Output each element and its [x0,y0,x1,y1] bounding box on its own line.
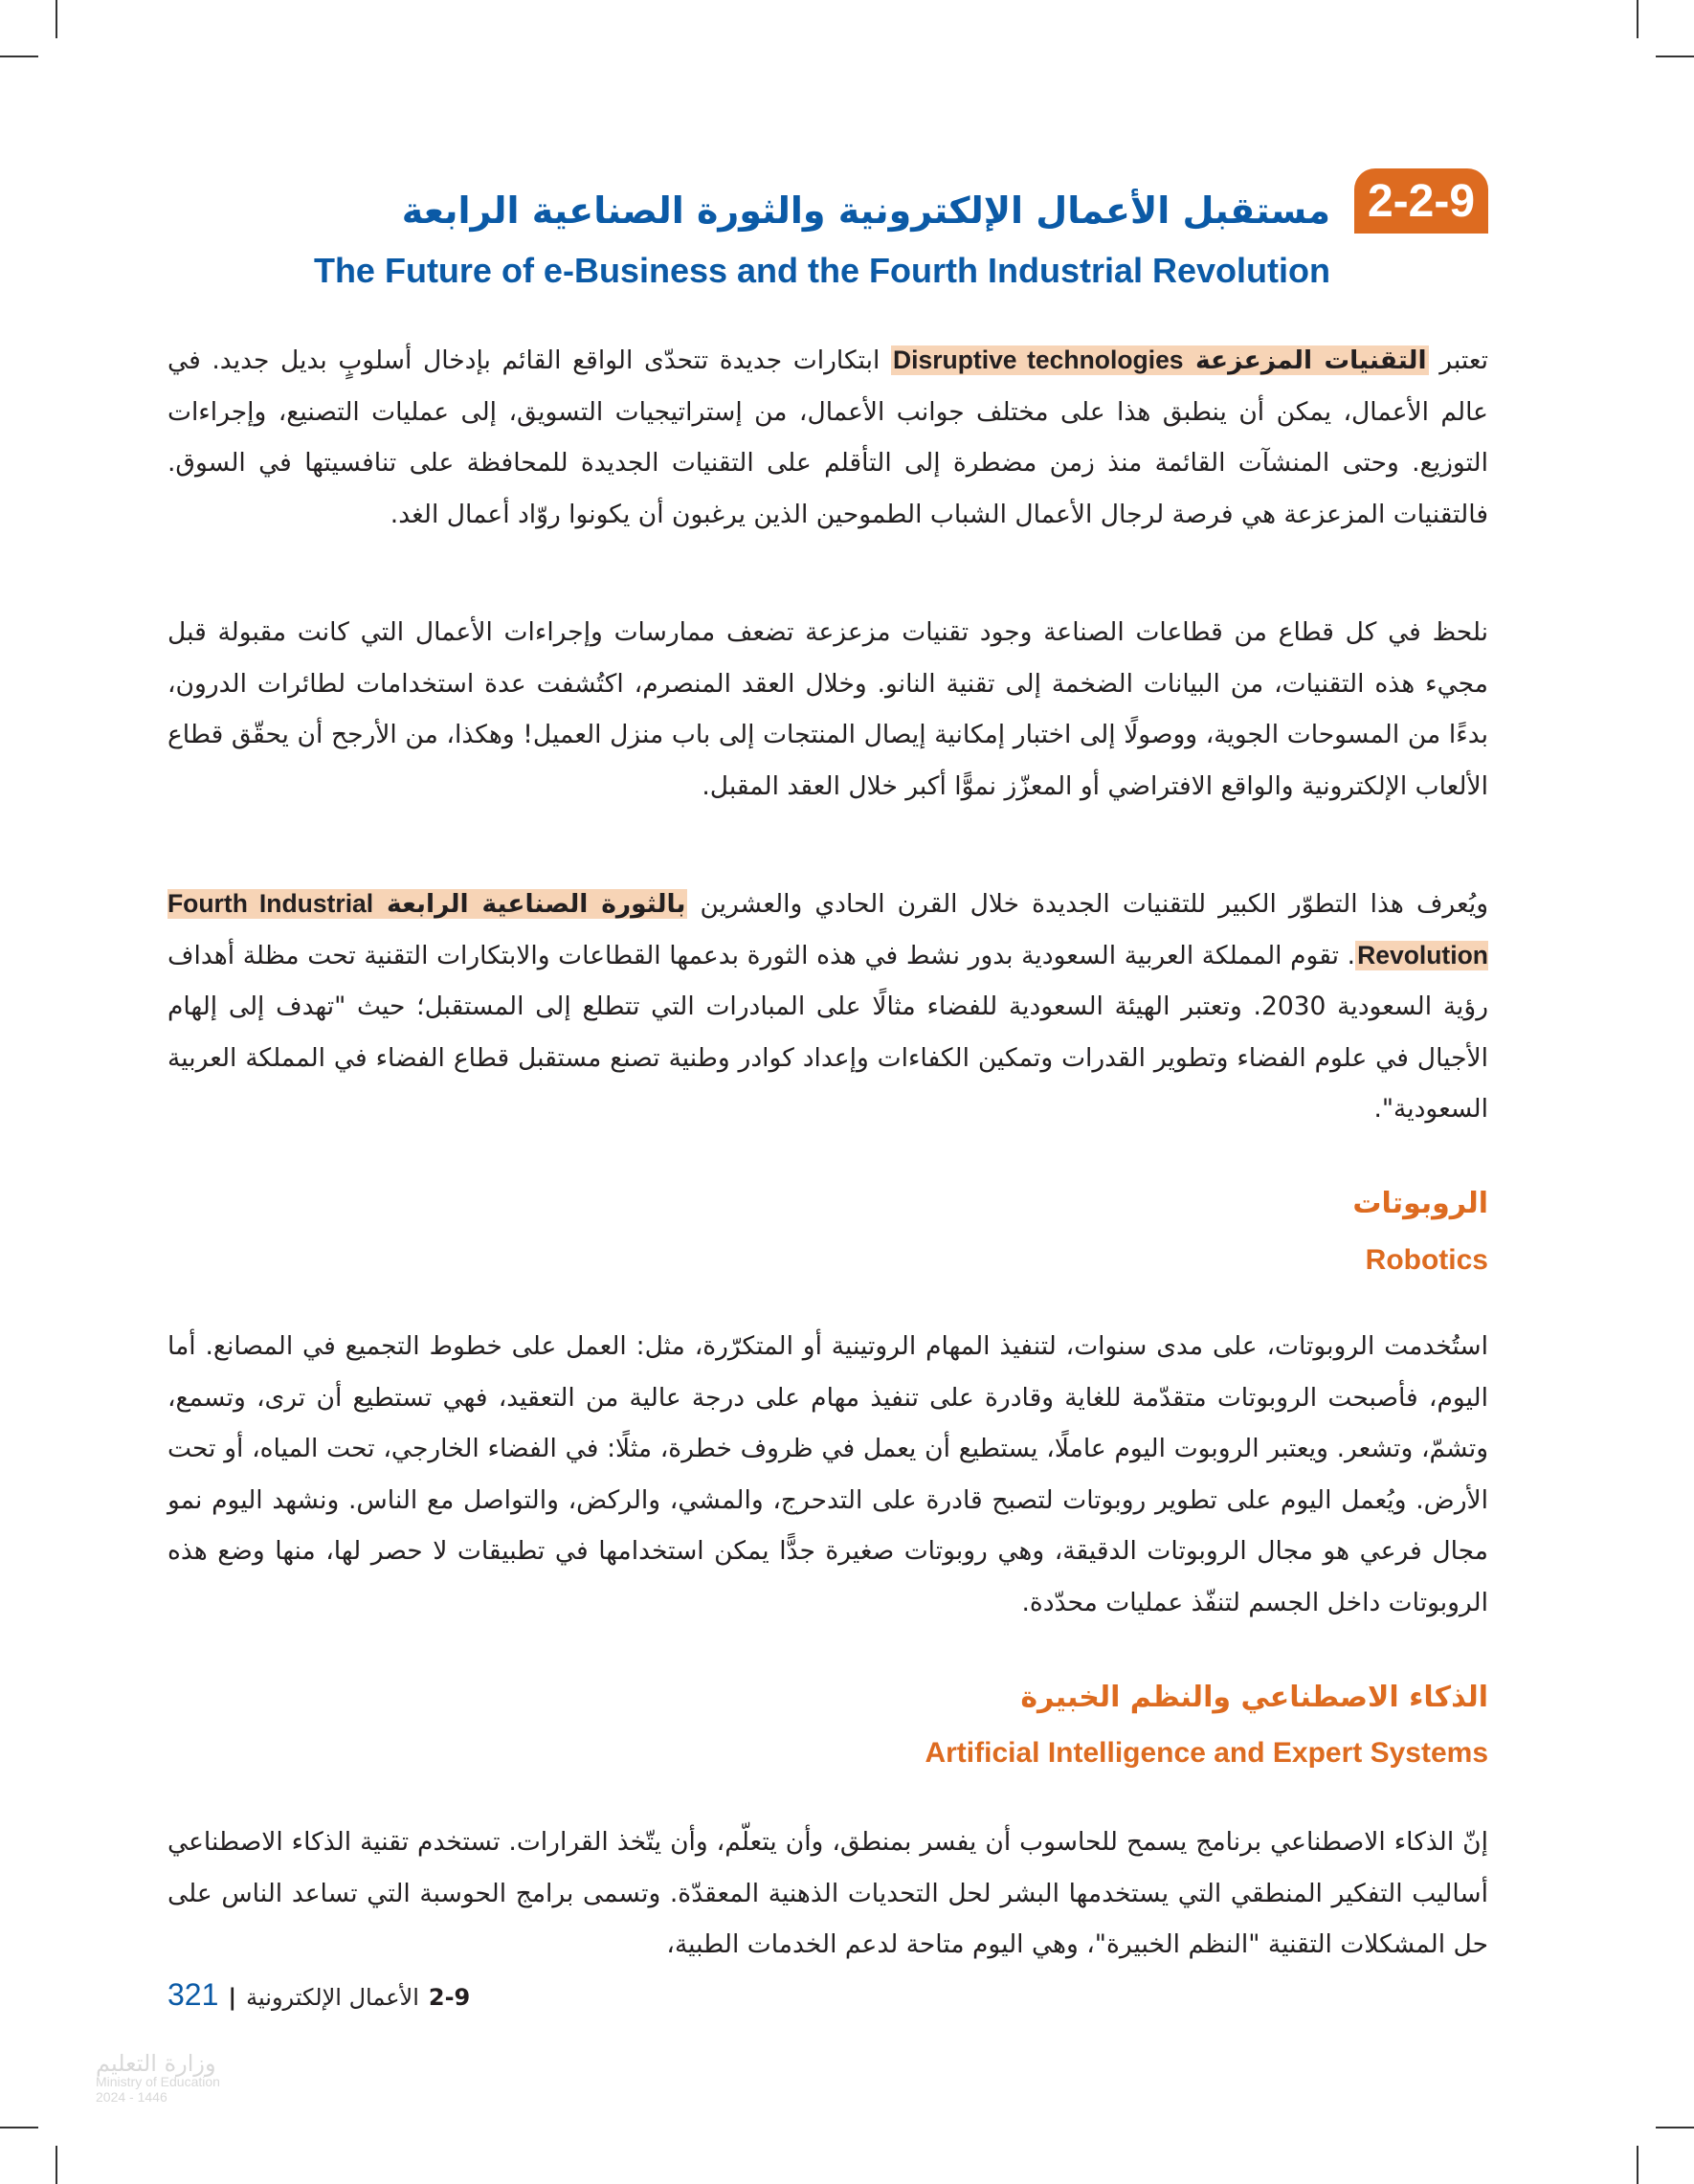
crop-mark [56,2146,57,2184]
crop-mark [1637,2146,1638,2184]
separator: | [228,1984,237,2011]
crop-mark [1637,0,1638,38]
page-footer [167,1977,470,2013]
term-highlight [891,345,1429,375]
section-number-badge: 2-2-9 [1354,168,1488,234]
paragraph-fourth-industrial-revolution [167,879,1488,1135]
text: ابتكارات جديدة تتحدّى الواقع القائم بإدخال أسلوبٍ بديل جديد. في عالم الأعمال، يمكن أن ينطبق هذا على مختلف جوانب الأعمال، من إستراتيجيات التسويق، إلى عمليات التصنيع، وإجراءات التوزيع. وحتى المنشآت القائمة منذ زمن مضطرة إلى التأقلم على التقنيات الجديدة للمحافظة على تنافسيتها في السوق. فالتقنيات المزعزعة هي فرصة لرجال الأعمال الشباب الطموحين الذين يرغبون أن يكونوا روّاد أعمال الغد. [167,345,1488,529]
watermark-english: Ministry of Education [96,2074,220,2089]
term-english: Disruptive technologies [892,345,1184,374]
text: . تقوم المملكة العربية السعودية بدور نشط في هذه الثورة بدعمها القطاعات والابتكارات التقنية تحت مظلة أهداف رؤية السعودية 2030. وتعتبر الهيئة السعودية للفضاء مثالًا على المبادرات التي تتطلع إلى المستقبل؛ حيث "تهدف إلى إلهام الأجيال في علوم الفضاء وتطوير القدرات وتمكين الكفاءات وإعداد كوادر وطنية تصنع مستقبل قطاع الفضاء في المملكة العربية السعودية". [167,940,1488,1124]
term-english: Fourth Industrial Revolution [167,889,1488,969]
heading-ai-arabic: الذكاء الاصطناعي والنظم الخبيرة [1020,1681,1488,1714]
paragraph-industry-disruption: نلحظ في كل قطاع من قطاعات الصناعة وجود تقنيات مزعزعة تضعف ممارسات وإجراءات الأعمال التي كانت مقبولة قبل مجيء هذه التقنيات، من البيانات الضخمة إلى تقنية النانو. وخلال العقد المنصرم، اكتُشفت عدة استخدامات لطائرات الدرون، بدءًا من المسوحات الجوية، ووصولًا إلى اختبار إمكانية إيصال المنتجات إلى باب منزل العميل! وهكذا، من الأرجح أن يحقّق قطاع الألعاب الإلكترونية والواقع الافتراضي أو المعزّز نموًّا أكبر خلال العقد المقبل. [167,617,1488,801]
text: ويُعرف هذا التطوّر الكبير للتقنيات الجديدة خلال القرن الحادي والعشرين [687,889,1488,919]
term-arabic: التقنيات المزعزعة [1194,345,1427,375]
paragraph-ai: إنّ الذكاء الاصطناعي برنامج يسمح للحاسوب أن يفسر بمنطق، وأن يتعلّم، وأن يتّخذ القرارات. تستخدم تقنية الذكاء الاصطناعي أساليب التفكير المنطقي التي يستخدمها البشر لحل التحديات الذهنية المعقدّة. وتسمى برامج الحوسبة التي تساعد الناس على حل المشكلات التقنية "النظم الخبيرة"، وهي اليوم متاحة لدعم الخدمات الطبية، [167,1827,1488,1959]
crop-mark [1656,2127,1694,2128]
crop-mark [56,0,57,38]
watermark-year: 2024 - 1446 [96,2089,167,2105]
paragraph-disruptive-technologies [167,335,1488,540]
crop-mark [0,2127,38,2128]
chapter-title: الأعمال الإلكترونية [246,1984,419,2011]
ministry-watermark-logo [96,2050,220,2105]
crop-mark [1656,56,1694,57]
heading-robotics-arabic: الروبوتات [1352,1187,1488,1220]
term-arabic: بالثورة الصناعية الرابعة [387,889,686,919]
paragraph-robotics: استُخدمت الروبوتات، على مدى سنوات، لتنفيذ المهام الروتينية أو المتكرّرة، مثل: العمل على خطوط التجميع في المصانع. أما اليوم، فأصبحت الروبوتات متقدّمة للغاية وقادرة على تنفيذ مهام على درجة عالية من التعقيد، فهي تستطيع أن ترى، وتسمع، وتشمّ، وتشعر. ويعتبر الروبوت اليوم عاملًا، يستطيع أن يعمل في ظروف خطرة، مثلًا: في الفضاء الخارجي، تحت المياه، أو تحت الأرض. ويُعمل اليوم على تطوير روبوتات لتصبح قادرة على التدحرج، والمشي، والركض، والتواصل مع الناس. ونشهد اليوم نمو مجال فرعي هو مجال الروبوتات الدقيقة، وهي روبوتات صغيرة جدًّا يمكن استخدامها في تطبيقات لا حصر لها، منها وضع هذه الروبوتات داخل الجسم لتنفّذ عمليات محدّدة. [167,1331,1488,1617]
text: تعتبر [1428,345,1488,375]
page-number: 321 [167,1977,219,2012]
heading-robotics-english: Robotics [1365,1244,1488,1276]
section-title-arabic: مستقبل الأعمال الإلكترونية والثورة الصناعية الرابعة [401,189,1330,232]
heading-ai-english: Artificial Intelligence and Expert Systems [925,1737,1488,1769]
section-title-english: The Future of e-Business and the Fourth Industrial Revolution [313,251,1330,290]
chapter-number: 2-9 [428,1984,471,2011]
watermark-arabic: وزارة التعليم [96,2050,216,2077]
crop-mark [0,56,38,57]
